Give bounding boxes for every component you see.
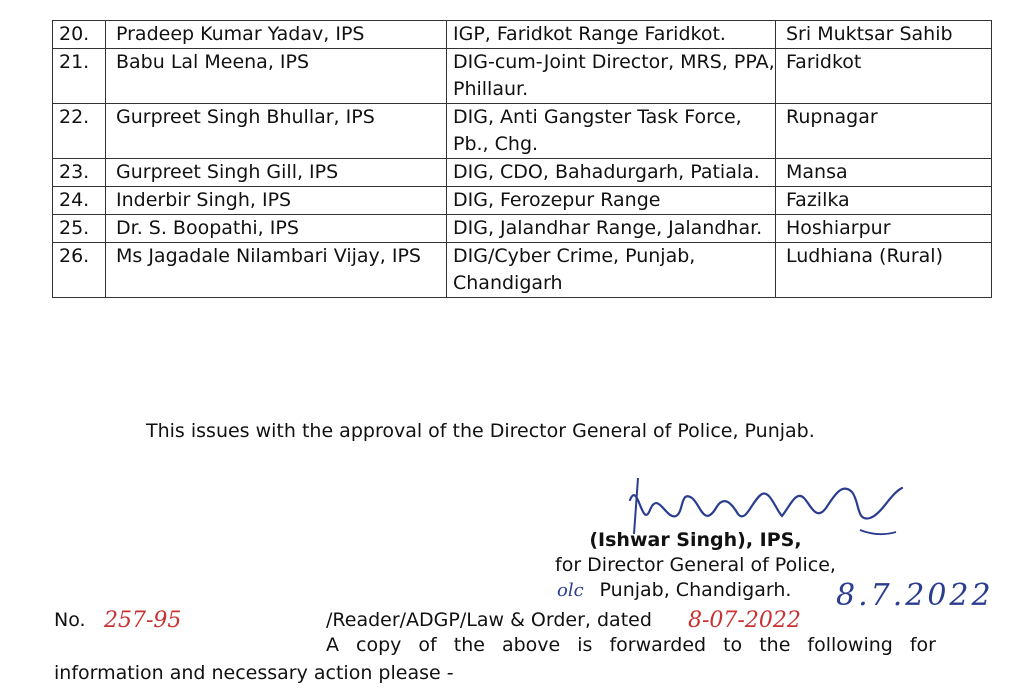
signature-block <box>555 528 836 603</box>
signatory-location: Punjab, Chandigarh. <box>599 579 792 601</box>
table-row <box>53 159 992 187</box>
signatory-designation: for Director General of Police, <box>555 554 836 576</box>
table-row <box>53 243 992 298</box>
row-number: 25. <box>53 215 106 243</box>
memo-no-label: No. <box>54 609 86 631</box>
officer-post: DIG-cum-Joint Director, MRS, PPA, Phillaur. <box>447 49 776 104</box>
posting-district: Faridkot <box>776 49 992 104</box>
row-number: 21. <box>53 49 106 104</box>
row-number: 26. <box>53 243 106 298</box>
row-number: 24. <box>53 187 106 215</box>
row-number: 20. <box>53 21 106 49</box>
table-row <box>53 187 992 215</box>
posting-district: Fazilka <box>776 187 992 215</box>
officer-post: DIG, Anti Gangster Task Force, Pb., Chg. <box>447 104 776 159</box>
posting-table <box>52 20 992 298</box>
posting-district: Hoshiarpur <box>776 215 992 243</box>
officer-name: Ms Jagadale Nilambari Vijay, IPS <box>106 243 447 298</box>
copy-forwarded-line: A copy of the above is forwarded to the following for <box>326 634 936 656</box>
officer-post: DIG/Cyber Crime, Punjab, Chandigarh <box>447 243 776 298</box>
posting-district: Rupnagar <box>776 104 992 159</box>
handwritten-signature-date: 8.7.2022 <box>836 578 994 613</box>
handwritten-memo-number: 257-95 <box>104 608 182 633</box>
row-number: 22. <box>53 104 106 159</box>
posting-district: Sri Muktsar Sahib <box>776 21 992 49</box>
officer-name: Inderbir Singh, IPS <box>106 187 447 215</box>
handwritten-olc: olc <box>557 580 584 601</box>
officer-name: Dr. S. Boopathi, IPS <box>106 215 447 243</box>
memo-reference: /Reader/ADGP/Law & Order, dated <box>326 609 652 631</box>
officer-post: DIG, Ferozepur Range <box>447 187 776 215</box>
information-line: information and necessary action please - <box>54 662 454 684</box>
officer-post: DIG, CDO, Bahadurgarh, Patiala. <box>447 159 776 187</box>
approval-statement: This issues with the approval of the Director General of Police, Punjab. <box>146 420 815 442</box>
officer-name: Gurpreet Singh Gill, IPS <box>106 159 447 187</box>
table-row <box>53 49 992 104</box>
posting-district: Mansa <box>776 159 992 187</box>
officer-post: DIG, Jalandhar Range, Jalandhar. <box>447 215 776 243</box>
table-row <box>53 215 992 243</box>
table-row <box>53 104 992 159</box>
table-row <box>53 21 992 49</box>
officer-name: Babu Lal Meena, IPS <box>106 49 447 104</box>
officer-post: IGP, Faridkot Range Faridkot. <box>447 21 776 49</box>
posting-district: Ludhiana (Rural) <box>776 243 992 298</box>
row-number: 23. <box>53 159 106 187</box>
officer-name: Gurpreet Singh Bhullar, IPS <box>106 104 447 159</box>
handwritten-dated: 8-07-2022 <box>688 608 801 633</box>
signatory-name: (Ishwar Singh), IPS, <box>589 529 802 551</box>
officer-name: Pradeep Kumar Yadav, IPS <box>106 21 447 49</box>
